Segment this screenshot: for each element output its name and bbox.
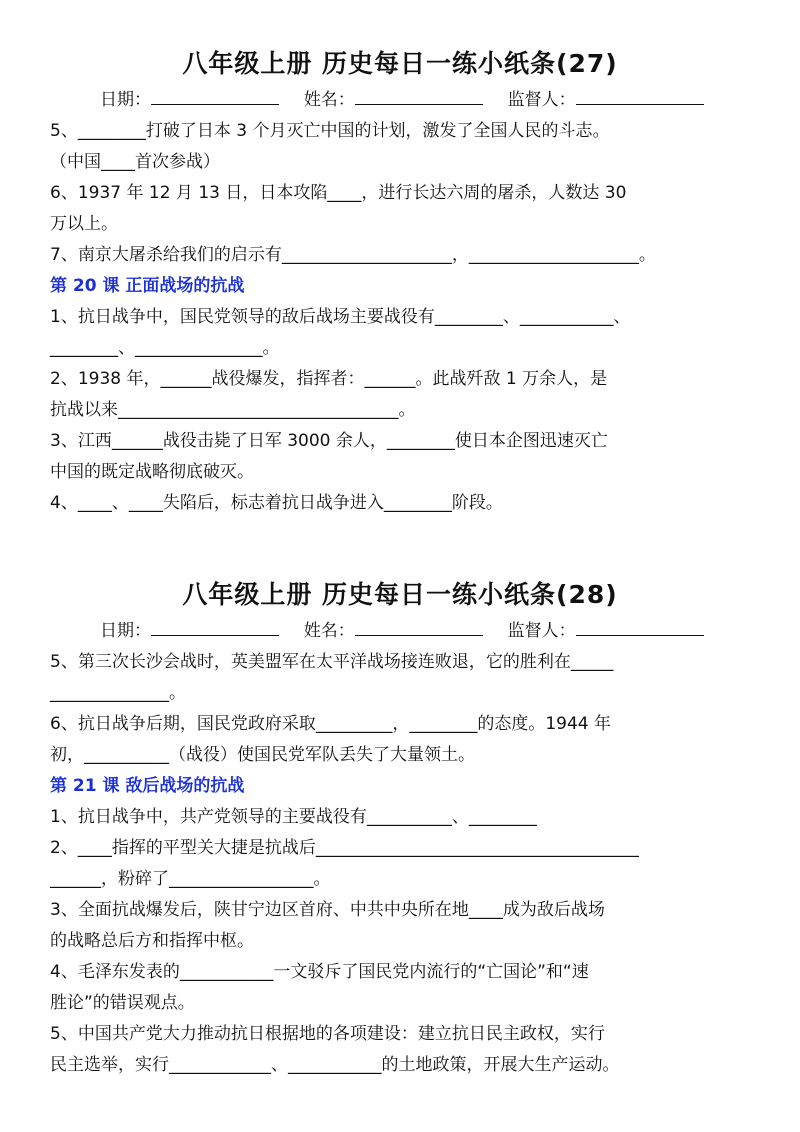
name-label: 姓名：: [303, 90, 355, 110]
question-line: 3、全面抗战爆发后，陕甘宁边区首府、中共中央所在地____成为敌后战场: [50, 900, 605, 920]
worksheet-title: 八年级上册 历史每日一练小纸条(28): [182, 580, 618, 609]
question-line: 1、抗日战争中，共产党领导的主要战役有__________、________: [50, 807, 537, 827]
question-line: 6、抗日战争后期，国民党政府采取_________，________的态度。1944 年: [50, 714, 611, 734]
question-line: 5、中国共产党大力推动抗日根据地的各项建设：建立抗日民主政权，实行: [50, 1024, 605, 1044]
question-line: 2、____指挥的平型关大捷是抗战后______________________________________: [50, 838, 639, 858]
date-field[interactable]: [151, 84, 279, 105]
question-line: 初，__________（战役）使国民党军队丢失了大量领土。: [50, 745, 475, 765]
name-field[interactable]: [355, 84, 483, 105]
question-list: [50, 116, 750, 519]
question-line: 4、____、____失陷后，标志着抗日战争进入________阶段。: [50, 493, 503, 513]
supervisor-field[interactable]: [576, 84, 704, 105]
name-field[interactable]: [355, 615, 483, 636]
lesson-heading: 第 20 课 正面战场的抗战: [50, 276, 245, 296]
question-line: 7、南京大屠杀给我们的启示有____________________，____________________。: [50, 245, 656, 265]
question-line: 3、江西______战役击毙了日军 3000 余人，________使日本企图迅速灭亡: [50, 431, 608, 451]
question-line: 胜论”的错误观点。: [50, 993, 195, 1013]
question-line: ______________。: [50, 683, 186, 703]
date-label: 日期：: [100, 90, 151, 110]
date-field[interactable]: [151, 615, 279, 636]
question-line: 1、抗日战争中，国民党领导的敌后战场主要战役有________、___________、: [50, 307, 631, 327]
supervisor-label: 监督人：: [507, 621, 576, 641]
name-label: 姓名：: [303, 621, 355, 641]
worksheet-27: [0, 44, 800, 519]
date-label: 日期：: [100, 621, 151, 641]
question-line: ________、_______________。: [50, 338, 280, 358]
info-row: [100, 615, 800, 647]
question-line: （中国____首次参战）: [50, 152, 220, 172]
question-line: 5、________打破了日本 3 个月灭亡中国的计划，激发了全国人民的斗志。: [50, 121, 610, 141]
question-line: 5、第三次长沙会战时，英美盟军在太平洋战场接连败退，它的胜利在_____: [50, 652, 614, 672]
worksheet-title: 八年级上册 历史每日一练小纸条(27): [182, 49, 618, 78]
question-line: ______，粉碎了_________________。: [50, 869, 331, 889]
question-list: [50, 647, 750, 1081]
question-line: 万以上。: [50, 214, 118, 234]
question-line: 的战略总后方和指挥中枢。: [50, 931, 254, 951]
question-line: 抗战以来_________________________________。: [50, 400, 416, 420]
info-row: [100, 84, 800, 116]
worksheet-28: [0, 575, 800, 1081]
question-line: 民主选举，实行____________、___________的土地政策，开展大生产运动。: [50, 1055, 620, 1075]
question-line: 6、1937 年 12 月 13 日，日本攻陷____，进行长达六周的屠杀，人数达 30: [50, 183, 627, 203]
lesson-heading: 第 21 课 敌后战场的抗战: [50, 776, 245, 796]
supervisor-label: 监督人：: [507, 90, 576, 110]
question-line: 中国的既定战略彻底破灭。: [50, 462, 254, 482]
supervisor-field[interactable]: [576, 615, 704, 636]
question-line: 4、毛泽东发表的___________一文驳斥了国民党内流行的“亡国论”和“速: [50, 962, 589, 982]
question-line: 2、1938 年，______战役爆发，指挥者：______。此战歼敌 1 万余人，是: [50, 369, 608, 389]
